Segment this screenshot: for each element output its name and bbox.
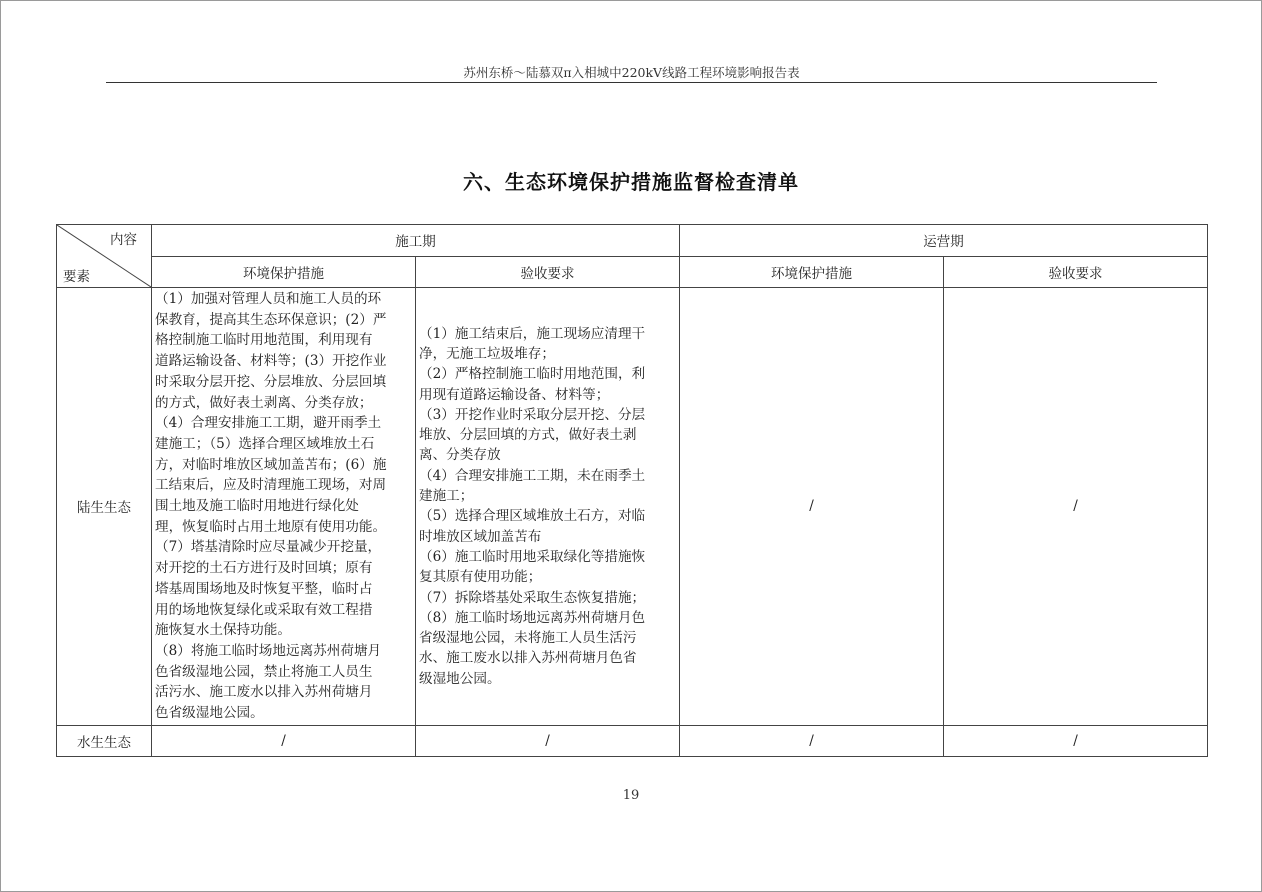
text-line: （4）合理安排施工工期，避开雨季土 [155, 415, 382, 432]
construction-acceptance-text [416, 323, 679, 690]
text-line: （6）施工临时用地采取绿化等措施恢 [419, 548, 646, 565]
construction-measures-cell [152, 288, 416, 726]
col-header-construction-measures: 环境保护措施 [152, 256, 416, 288]
table-row [57, 288, 1208, 726]
text-line: 净，无施工垃圾堆存； [419, 346, 555, 362]
text-line: （7）拆除塔基处采取生态恢复措施； [419, 589, 646, 606]
text-line: （8）施工临时场地远离苏州荷塘月色 [419, 609, 646, 626]
construction-acceptance-cell [416, 288, 680, 726]
text-line: 级湿地公园。 [419, 670, 501, 687]
text-line: （2）严格控制施工临时用地范围，利 [419, 366, 646, 383]
text-line: 色省级湿地公园。 [155, 705, 264, 722]
row-element-label: 陆生生态 [57, 288, 152, 726]
text-line: 塔基周围场地及时恢复平整，临时占 [155, 580, 373, 597]
text-line: 工结束后，应及时清理施工现场，对周 [155, 477, 387, 494]
text-line: 复其原有使用功能； [419, 569, 542, 586]
text-line: 堆放、分层回填的方式，做好表土剥 [419, 427, 637, 444]
text-line: 色省级湿地公园，禁止将施工人员生 [155, 663, 373, 680]
col-header-construction-acceptance: 验收要求 [416, 256, 680, 288]
text-line: 用现有道路运输设备、材料等； [419, 386, 610, 403]
text-line: 时采取分层开挖、分层堆放、分层回填 [155, 373, 387, 390]
ecology-checklist-table [56, 224, 1208, 757]
corner-label-element: 要素 [63, 269, 90, 285]
operation-acceptance-cell: / [944, 288, 1208, 726]
text-line: 理，恢复临时占用土地原有使用功能。 [155, 518, 387, 535]
text-line: （5）选择合理区域堆放土石方，对临 [419, 508, 646, 525]
text-line: 建施工； [419, 488, 474, 505]
text-line: （8）将施工临时场地远离苏州荷塘月 [155, 642, 382, 659]
text-line: 省级湿地公园，未将施工人员生活污 [419, 630, 637, 647]
phase-operation-header: 运营期 [680, 225, 1208, 257]
text-line: 施恢复水土保持功能。 [155, 622, 291, 639]
text-line: 建施工；（5）选择合理区域堆放土石 [155, 435, 375, 452]
page-title: 六、生态环境保护措施监督检查清单 [463, 170, 799, 194]
col-header-operation-measures: 环境保护措施 [680, 256, 944, 288]
text-line: 方，对临时堆放区域加盖苫布；(6）施 [155, 456, 387, 473]
operation-measures-cell: / [680, 288, 944, 726]
header-rule [106, 82, 1157, 83]
row-element-label: 水生生态 [57, 725, 152, 756]
text-line: 道路运输设备、材料等；(3）开挖作业 [155, 353, 387, 370]
running-header: 苏州东桥～陆慕双π入相城中220kV线路工程环境影响报告表 [463, 65, 800, 80]
page-number: 19 [622, 788, 640, 803]
text-line: 时堆放区域加盖苫布 [419, 528, 542, 545]
operation-acceptance-cell: / [944, 725, 1208, 756]
text-line: 水、施工废水以排入苏州荷塘月色省 [419, 650, 637, 667]
construction-acceptance-cell: / [416, 725, 680, 756]
text-line: （3）开挖作业时采取分层开挖、分层 [419, 406, 646, 423]
text-line: （4）合理安排施工工期，未在雨季土 [419, 467, 646, 484]
construction-measures-cell: / [152, 725, 416, 756]
text-line: 围土地及施工临时用地进行绿化处 [155, 498, 359, 515]
phase-construction-header: 施工期 [152, 225, 680, 257]
text-line: （7）塔基清除时应尽量减少开挖量， [155, 539, 382, 556]
text-line: 用的场地恢复绿化或采取有效工程措 [155, 601, 373, 618]
text-line: （1）施工结束后，施工现场应清理干 [419, 325, 646, 342]
corner-header-cell [57, 225, 152, 288]
text-line: 格控制施工临时用地范围，利用现有 [155, 332, 373, 349]
text-line: 离、分类存放 [419, 447, 501, 464]
text-line: 活污水、施工废水以排入苏州荷塘月 [155, 684, 373, 701]
operation-measures-cell: / [680, 725, 944, 756]
construction-measures-text [152, 288, 415, 725]
corner-label-content: 内容 [110, 232, 137, 248]
text-line: 的方式，做好表土剥离、分类存放； [155, 394, 373, 411]
table-row [57, 725, 1208, 756]
text-line: 保教育，提高其生态环保意识；(2）严 [155, 311, 387, 328]
text-line: （1）加强对管理人员和施工人员的环 [155, 291, 382, 307]
col-header-operation-acceptance: 验收要求 [944, 256, 1208, 288]
text-line: 对开挖的土石方进行及时回填；原有 [155, 560, 373, 577]
